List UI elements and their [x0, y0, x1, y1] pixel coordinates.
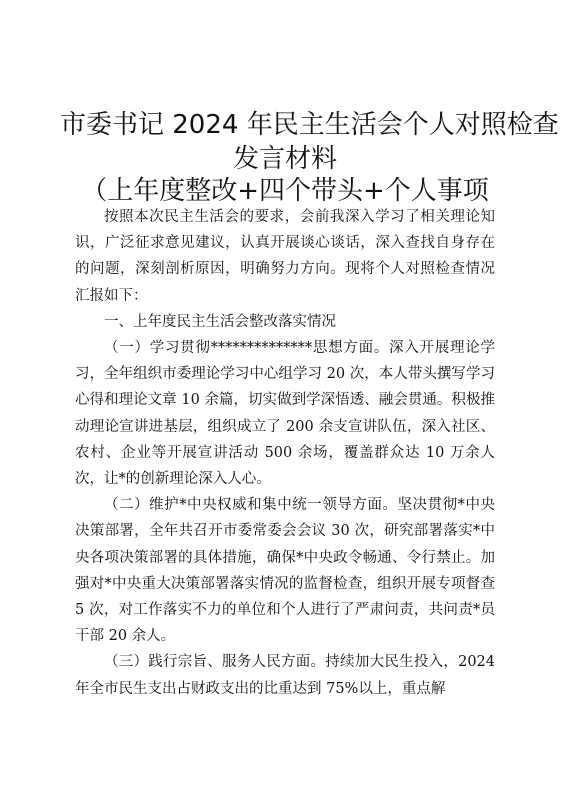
item-paragraph-2: （二）维护*中央权威和集中统一领导方面。坚决贯彻*中央决策部署，全年共召开市委常委会会议 30 次，研究部署落实*中央各项决策部署的具体措施，确保*中央政令畅通、令行禁止。加强对*中央重大决策部署落实情况的监督检查，组织开展专项督查 5 次，对工作落实不力的单位和个人进行了严肃问责，共问责*员干部 20 余人。	[75, 497, 495, 645]
section-heading: 一、上年度民主生活会整改落实情况	[104, 313, 336, 330]
item-paragraph-1: （一）学习贯彻**************思想方面。深入开展理论学习，全年组织市委理论学习中心组学习 20 次，本人带头撰写学习心得和理论文章 10 余篇，切实做到学深悟透、融会贯通。积极推动理论宣讲进基层，组织成立了 200 余支宣讲队伍，深入社区、农村、企业等开展宣讲活动 500 余场，覆盖群众达 10 万余人次，让*的创新理论深入人心。	[75, 340, 495, 488]
item-paragraph-3: （三）践行宗旨、服务人民方面。持续加大民生投入，2024 年全市民生支出占财政支出的比重达到 75%以上，重点解	[75, 654, 495, 697]
document-title-line-1: 市委书记 2024 年民主生活会个人对照检查	[60, 110, 559, 140]
document-title-line-3: （上年度整改+四个带头+个人事项	[81, 176, 489, 206]
document-title-line-2: 发言材料	[232, 144, 337, 174]
intro-paragraph: 按照本次民主生活会的要求，会前我深入学习了相关理论知识，广泛征求意见建议，认真开展谈心谈话，深入查找自身存在的问题，深刻剖析原因，明确努力方向。现将个人对照检查情况汇报如下：	[75, 209, 495, 304]
document-body	[75, 204, 495, 702]
